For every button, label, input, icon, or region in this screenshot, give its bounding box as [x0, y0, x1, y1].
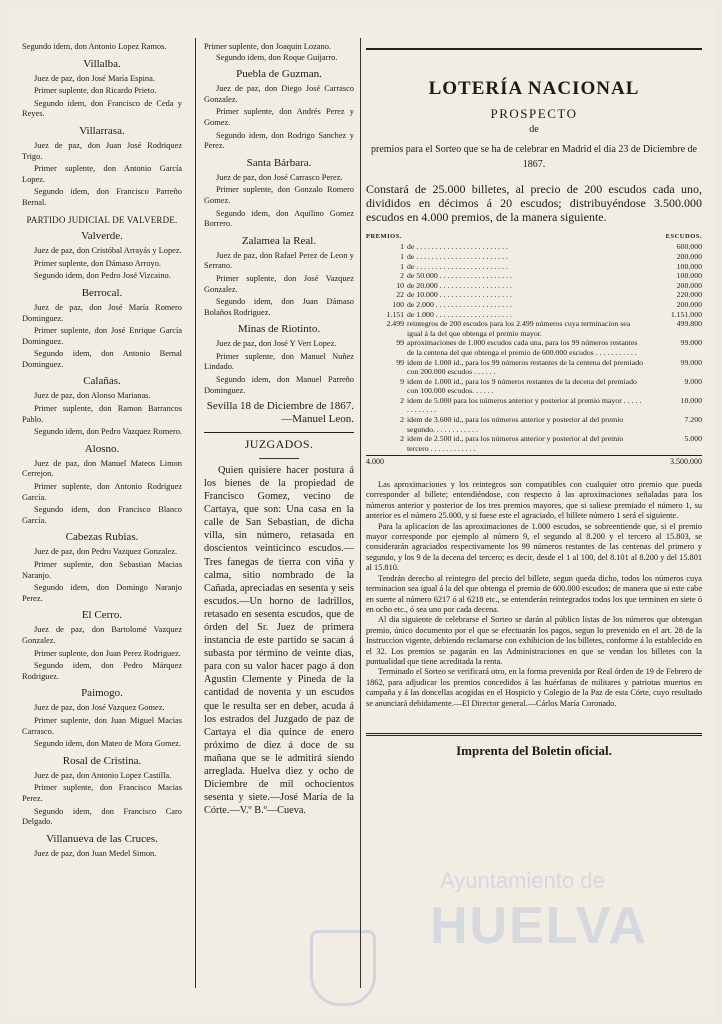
town-entry: Segundo idem, don Domingo Naranjo Perez. [22, 583, 182, 603]
town-entry: Segundo idem, don Francisco Blanco García. [22, 505, 182, 525]
town-entry: Juez de paz, don José Carrasco Perez. [216, 172, 343, 182]
prize-count: 2 [400, 271, 404, 281]
town-heading: Alosno. [84, 442, 120, 455]
town-entry: Juez de paz, don Diego José Carrasco Gonzalez. [204, 84, 354, 104]
prize-desc: idem de 3.600 id., para los números anterior y posterior al del premio segundo. . . . . . . . . . . . [407, 415, 624, 434]
town-entry: Primer suplente, don Antonio Rodriguez García. [22, 482, 182, 502]
prize-amount: 200.000 [676, 299, 702, 309]
prize-desc: idem de 2.500 id., para los números anterior y posterior al del premio tercero . . . . . . . . . . . . [407, 434, 624, 453]
top-rule [366, 48, 702, 50]
town-entry: Primer suplente, don Juan Perez Rodriguez. [34, 648, 181, 658]
town-heading: Calañas. [83, 375, 121, 388]
town-heading: Cabezas Rubias. [65, 531, 139, 544]
town-entry: Primer suplente, don Juan Miguel Macias Carrasco. [22, 715, 182, 736]
watermark-line1: Ayuntamiento de [440, 868, 605, 893]
prize-count: 22 [396, 290, 404, 300]
town-entry: Juez de paz, don José Vazquez Gomez. [34, 703, 165, 713]
prize-row [366, 434, 702, 453]
prize-row [366, 396, 702, 415]
prize-amount: 1.151.000 [670, 309, 702, 319]
prize-amount: 100.000 [676, 271, 702, 281]
col2-top-2: Segundo idem, don Roque Guijarro. [216, 52, 338, 62]
town-heading: Santa Bárbara. [246, 156, 312, 169]
imprenta-footer: Imprenta del Boletin oficial. [366, 733, 702, 757]
juzgados-notice: Quien quisiere hacer postura á los bienes de la propiedad de Francisco Gomez, vecino de Cartaya, que son: Una casa en la calle de San Sebastian, de dicha villa, sin número, retasada en doscientos veinticinco escudos.—Tres fanegas de tierra con viña y calma, sitio nombrado de la Cañada, apreciadas en sesenta y seis escudos.—Un horno de ladrillos, retasado en sesenta escudos, que de órden del Sr. Juez de primera instancia de este partido se sacan á subasta por término de veinte dias, para con su valor hacer pago á don Agustin Clemente y Pineda de la cantidad de noventa y un escudos que le resulta ser en deber, acuda á los estrados del Juzgado de paz de Cartaya el dia quince de enero próximo de diez á doce de su mañana que se le admitirá siendo arreglada. Huelva diez y ocho de Diciembre de mil ochocientos sesenta y siete.—José María de la Córte.—V.º B.º—Cueva. [204, 464, 354, 817]
prize-row [366, 338, 702, 357]
prize-desc: de 50.000 . . . . . . . . . . . . . . . . . . . [407, 271, 512, 281]
town-entry: Segundo idem, don Francisco de Ceda y Reyes. [22, 98, 182, 119]
town-heading: Villalba. [83, 57, 121, 70]
town-entry: Segundo idem, don Manuel Parreño Dominguez. [204, 375, 354, 395]
town-entry: Segundo idem, don Juan Dámaso Bolaños Rodriguez. [204, 297, 354, 317]
note-paragraph: Tendrán derecho al reintegro del precio del billete, segun queda dicho, todos los números cuya terminacion sea igual á la del que obtenga el premio de 600.000 escudos; de manera que si este cabe en suerte al número 6217 ó al 6218 etc., se entenderán reintegrados todos los que terminen en siete ó en ocho etc., ó sea uno por cada decena. [366, 573, 702, 614]
prospecto-intro: premios para el Sorteo que se ha de celebrar en Madrid el dia 23 de Diciembre de 1867. [371, 143, 697, 170]
town-entry: Segundo idem, don Pedro Márquez Rodriguez. [22, 661, 182, 681]
prize-amount: 499.800 [676, 319, 702, 329]
prize-count: 1 [400, 251, 404, 261]
prize-row [366, 310, 702, 320]
prospecto-main: Constará de 25.000 billetes, al precio de 200 escudos cada uno, divididos en décimos á 20 escudos; distribuyéndose 3.500.000 escudos en 4.000 premios, de la manera siguiente. [366, 181, 702, 224]
note-paragraph: Terminado el Sorteo se verificará otro, en la forma prevenida por Real órden de 19 de Febrero de 1862, para adjudicar los premios concedidos á las huérfanas de militares y patriotas muertos en campaña y á las doncellas acogidas en el Hospicio y Colegio de la Paz de esta Córte, cuyo resultado se anunciará debidamente.—El Director general.—Cárlos María Coronado. [366, 667, 702, 708]
prize-table-header [366, 232, 702, 243]
prize-row [366, 300, 702, 310]
prize-amount: 10.000 [680, 395, 702, 405]
total-escudos: 3.500.000 [670, 457, 702, 467]
town-entry: Juez de paz, don Bartolomé Vazquez Gonzalez. [22, 625, 182, 645]
prize-row [366, 271, 702, 281]
town-entry: Primer suplente, don José Enrique García Dominguez. [22, 326, 182, 346]
prize-count: 2.499 [386, 319, 404, 329]
town-entry: Juez de paz, don Alonso Marianas. [34, 391, 151, 401]
prize-row [366, 252, 702, 262]
prize-amount: 5.000 [684, 434, 702, 444]
town-heading: El Cerro. [81, 609, 123, 622]
town-entry: Segundo idem, don Pedro José Vizcaino. [34, 271, 171, 281]
col2-top-1: Primer suplente, don Joaquin Lozano. [204, 42, 331, 51]
prize-count: 99 [396, 338, 404, 348]
prize-amount: 7.200 [684, 415, 702, 425]
col1-top: Segundo idem, don Antonio Lopez Ramos. [22, 42, 167, 51]
town-heading: Puebla de Guzman. [236, 68, 322, 81]
town-entry: Primer suplente, don Dámaso Arroyo. [34, 258, 161, 268]
prospecto-de: de [529, 124, 539, 136]
town-entry: Juez de paz, don José Y Vert Lopez. [216, 339, 337, 349]
town-entry: Juez de paz, don Antonio Lopez Castilla. [34, 770, 172, 780]
town-entry: Juez de paz, don Juan José Rodriquez Trigo. [22, 140, 182, 161]
loteria-title: LOTERÍA NACIONAL [428, 78, 640, 99]
column-1 [22, 42, 182, 861]
town-entry: Segundo idem, don Antonio Bernal Dominguez. [22, 349, 182, 369]
prize-count: 2 [400, 395, 404, 405]
prize-amount: 99.000 [680, 357, 702, 367]
town-heading: Berrocal. [81, 286, 123, 299]
town-entry: Primer suplente, don Francisco Macias Perez. [22, 783, 182, 803]
town-heading: Villarrasa. [79, 124, 125, 137]
watermark-seal-icon [310, 930, 376, 1006]
prize-amount: 9.000 [684, 376, 702, 386]
town-entry: Segundo idem, don Aquilino Gomez Borrero. [204, 208, 354, 229]
notes [366, 480, 702, 709]
header-escudos: ESCUDOS. [665, 232, 702, 240]
prize-desc: aproximaciones de 1.000 escudos cada una, para los 99 números restantes de la centena del que obtenga el premio de 600.000 escudos . . . . . . . . . . . [407, 338, 638, 357]
prize-count: 100 [392, 299, 404, 309]
total-premios: 4.000 [366, 457, 384, 467]
signature-sevilla: Sevilla 18 de Diciembre de 1867.—Manuel Leon. [206, 400, 354, 426]
prize-count: 2 [400, 415, 404, 425]
watermark-line2: HUELVA [430, 897, 649, 955]
town-entry: Segundo idem, don Mateo de Mora Gomez. [34, 739, 181, 749]
town-entry: Primer suplente, don Ricardo Prieto. [34, 86, 157, 96]
prize-amount: 100.000 [676, 261, 702, 271]
town-entry: Segundo idem, don Rodrigo Sanchez y Perez. [204, 130, 354, 151]
prize-count: 10 [396, 280, 404, 290]
prize-row [366, 415, 702, 434]
town-entry: Primer suplente, don José Vazquez Gonzalez. [204, 273, 354, 294]
prize-desc: idem de 1.000 id., para los 99 números restantes de la centena del premiado con 200.000 escudos . . . . . . [407, 357, 643, 377]
divider [204, 432, 354, 433]
town-heading: Valverde. [81, 230, 123, 243]
prize-count: 99 [396, 357, 404, 367]
prospecto-heading: PROSPECTO [490, 105, 578, 121]
prize-total [366, 455, 702, 468]
town-heading: Zalamea la Real. [241, 234, 317, 247]
prize-desc: idem de 1.000 id., para los 9 números restantes de la decena del premiado con 100.000 escudos. . . . . . [407, 376, 637, 396]
prize-amount: 220.000 [676, 290, 702, 300]
town-entry: Segundo idem, don Francisco Parreño Bernal. [22, 187, 182, 207]
column-rule-1 [195, 38, 196, 988]
prize-table [366, 242, 702, 453]
town-entry: Primer suplente, don Antonio García Lopez. [22, 164, 182, 184]
town-heading: Rosal de Cristina. [62, 754, 142, 767]
town-entry: Segundo idem, don Pedro Vazquez Romero. [34, 427, 183, 437]
prize-count: 9 [400, 376, 404, 386]
juzgados-heading: JUZGADOS. [244, 437, 314, 452]
town-entry: Primer suplente, don Gonzalo Romero Gomez. [204, 185, 354, 205]
column-rule-2 [360, 38, 361, 988]
town-entry: Juez de paz, don Manuel Mateos Limon Cerrejon. [22, 458, 182, 479]
prize-amount: 99.000 [680, 338, 702, 348]
town-heading: Paimogo. [81, 687, 123, 700]
note-paragraph: Para la aplicacion de las aproximaciones de 1.000 escudos, se sobreentiende que, si el premio mayor corresponde por ejemplo al número 9, el segundo al 8.200 y el tercero al 15.803, se considerarán agraciados respectivamente los 99 números restantes de las centenas del primero y segundo, y los 9 de la decena del tercero; es decir, desde el 1 al 100, del 8.101 al 8.200 y del 15.801 al 15.810. [366, 521, 702, 573]
prize-desc: idem de 5.000 para los números anterior y posterior al premio mayor . . . . . . . . . . . . . [407, 395, 642, 415]
prize-desc: de 2.000 . . . . . . . . . . . . . . . . . . . . [407, 299, 512, 309]
town-entry: Juez de paz, don José María Espina. [34, 73, 155, 83]
town-entry: Juez de paz, don José María Romero Dominguez. [22, 302, 182, 323]
prize-row [366, 242, 702, 252]
prize-row [366, 358, 702, 377]
prize-count: 1.151 [386, 309, 404, 319]
town-entry: Juez de paz, don Cristóbal Arrayás y Lopez. [34, 246, 182, 256]
town-heading: Minas de Riotinto. [237, 323, 321, 336]
town-entry: Primer suplente, don Andrés Perez y Gomez. [204, 107, 354, 127]
town-entry: Primer suplente, don Manuel Nuñez Lindado. [204, 351, 354, 372]
column-3 [366, 42, 702, 757]
note-paragraph: Al dia siguiente de celebrarse el Sorteo se darán al público listas de los números que obtengan premio, único documento por el que se efectuarán los pagos, segun lo prevenido en el art. 28 de la Instruccion vigente, debiendo reclamarse con exhibicion de los billetes, conforme á lo establecido en el 32. Los premios se pagarán en las Administraciones en que se vendan los billetes con la puntualidad que tiene acreditada la renta. [366, 615, 702, 666]
prize-amount: 200.000 [676, 280, 702, 290]
prize-desc: de 20.000 . . . . . . . . . . . . . . . . . . . [407, 280, 512, 290]
prize-row [366, 281, 702, 291]
column-2 [204, 42, 354, 817]
header-premios: PREMIOS. [366, 232, 402, 240]
prize-desc: de . . . . . . . . . . . . . . . . . . . . . . . . [407, 251, 508, 261]
prize-desc: reintegros de 200 escudos para los 2.499 números cuya terminacion sea igual á la del que obtenga el premio mayor. [407, 319, 631, 338]
partido-heading: PARTIDO JUDICIAL DE VALVERDE. [26, 214, 178, 225]
prize-desc: de 1.000 . . . . . . . . . . . . . . . . . . . . [407, 309, 512, 319]
prize-amount: 600.000 [676, 242, 702, 252]
town-heading: Villanueva de las Cruces. [46, 832, 158, 845]
prize-row [366, 377, 702, 396]
prize-amount: 200.000 [676, 251, 702, 261]
town-entry: Juez de paz, don Rafael Perez de Leon y Serrano. [204, 250, 354, 271]
prize-row [366, 290, 702, 300]
note-paragraph: Las aproximaciones y los reintegros son compatibles con cualquier otro premio que pueda corresponder al billete; entendiéndose, con respecto á las aproximaciones señaladas para los números anterior y posterior de los tres premios mayores, que si saliese premiado el número 1, su anterior es el número 25.000, y si fuese este el agraciado, el billete número 1 será el siguiente. [366, 480, 702, 521]
prize-desc: de . . . . . . . . . . . . . . . . . . . . . . . . [407, 261, 508, 271]
prize-row [366, 319, 702, 338]
town-entry: Primer suplente, don Ramon Barrancos Pablo. [22, 404, 182, 424]
prize-count: 1 [400, 242, 404, 252]
town-entry: Juez de paz, don Juan Medel Simon. [34, 848, 157, 858]
prize-desc: de 10.000 . . . . . . . . . . . . . . . . . . . [407, 290, 512, 300]
town-entry: Juez de paz, don Pedro Vazquez Gonzalez. [34, 547, 178, 557]
town-entry: Segundo idem, don Francisco Caro Delgado. [22, 806, 182, 827]
prize-count: 1 [400, 261, 404, 271]
town-entry: Primer suplente, don Sebastian Macias Naranjo. [22, 560, 182, 580]
prize-count: 2 [400, 434, 404, 444]
prize-desc: de . . . . . . . . . . . . . . . . . . . . . . . . [407, 242, 508, 252]
short-rule [259, 458, 299, 459]
prize-row [366, 262, 702, 272]
